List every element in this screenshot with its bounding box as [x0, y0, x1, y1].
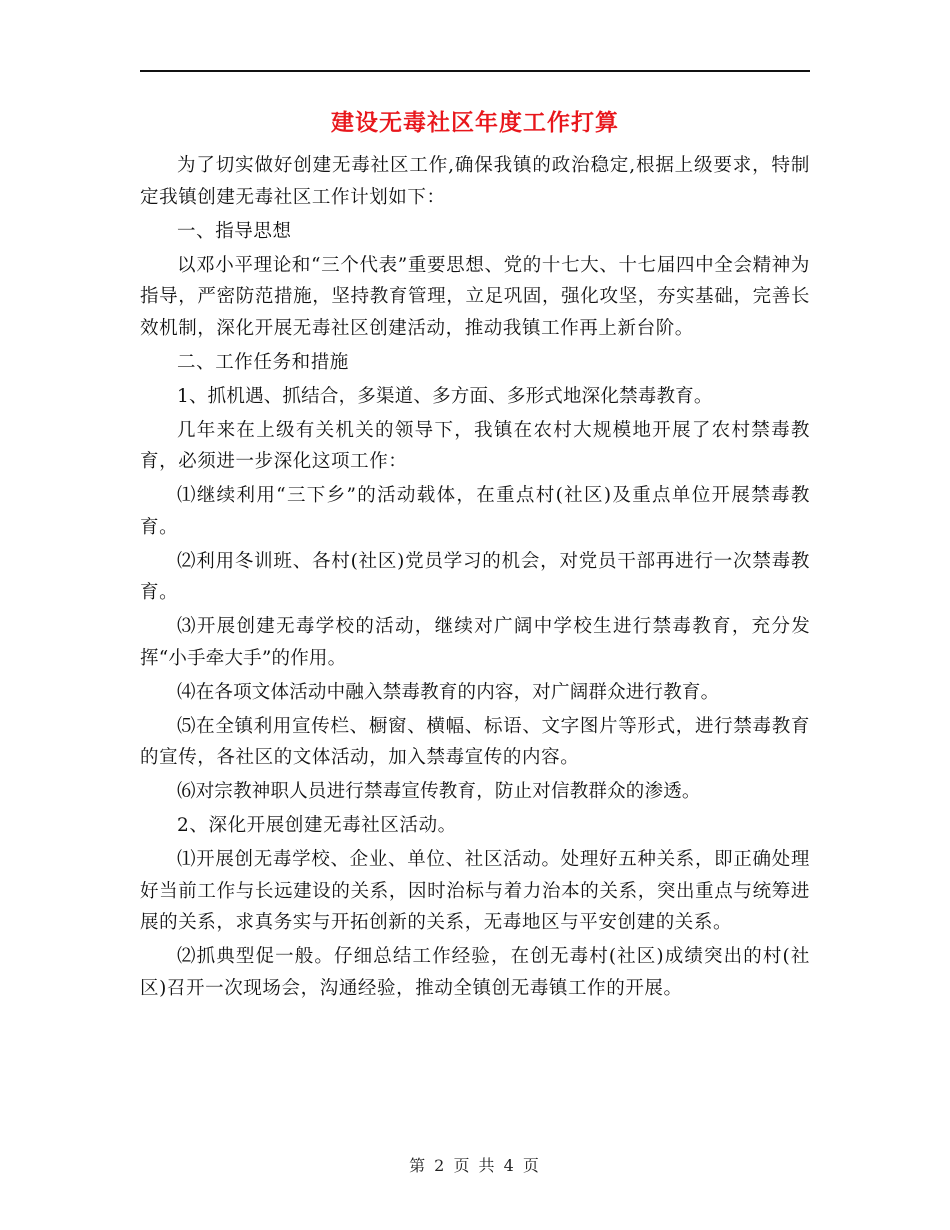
list-item-3: ⑶开展创建无毒学校的活动，继续对广阔中学校生进行禁毒教育，充分发挥“小手牵大手”的作用。	[140, 616, 810, 669]
list-item-community-2: ⑵抓典型促一般。仔细总结工作经验，在创无毒村(社区)成绩突出的村(社区)召开一次现场会，沟通经验，推动全镇创无毒镇工作的开展。	[140, 946, 810, 999]
list-item-5: ⑸在全镇利用宣传栏、橱窗、横幅、标语、文字图片等形式，进行禁毒教育的宣传，各社区的文体活动，加入禁毒宣传的内容。	[140, 715, 810, 768]
subheading-education: 1、抓机遇、抓结合，多渠道、多方面、多形式地深化禁毒教育。	[177, 385, 713, 407]
list-item-2: ⑵利用冬训班、各村(社区)党员学习的机会，对党员干部再进行一次禁毒教育。	[140, 550, 810, 603]
subheading-community: 2、深化开展创建无毒社区活动。	[177, 815, 457, 836]
section-heading-tasks: 二、工作任务和措施	[177, 351, 349, 373]
page-number: 第 2 页 共 4 页	[409, 1156, 541, 1175]
document-body	[140, 150, 810, 1004]
paragraph-education-intro: 几年来在上级有关机关的领导下，我镇在农村大规模地开展了农村禁毒教育，必须进一步深化这项工作：	[140, 419, 810, 472]
document-title: 建设无毒社区年度工作打算	[331, 109, 619, 136]
list-item-6: ⑹对宗教神职人员进行禁毒宣传教育，防止对信教群众的渗透。	[177, 781, 701, 802]
header-rule	[140, 70, 810, 72]
paragraph-guiding-thought: 以邓小平理论和“三个代表”重要思想、党的十七大、十七届四中全会精神为指导，严密防范措施，坚持教育管理，立足巩固，强化攻坚，夯实基础，完善长效机制，深化开展无毒社区创建活动，推动我镇工作再上新台阶。	[140, 254, 810, 339]
paragraph-intro: 为了切实做好创建无毒社区工作,确保我镇的政治稳定,根据上级要求，特制定我镇创建无毒社区工作计划如下：	[140, 155, 810, 208]
list-item-4: ⑷在各项文体活动中融入禁毒教育的内容，对广阔群众进行教育。	[177, 681, 720, 703]
list-item-1: ⑴继续利用“三下乡”的活动载体，在重点村(社区)及重点单位开展禁毒教育。	[140, 485, 810, 538]
list-item-community-1: ⑴开展创无毒学校、企业、单位、社区活动。处理好五种关系，即正确处理好当前工作与长远建设的关系，因时治标与着力治本的关系，突出重点与统筹进展的关系，求真务实与开拓创新的关系，无毒地区与平安创建的关系。	[140, 849, 810, 933]
section-heading-guiding-thought: 一、指导思想	[177, 220, 292, 242]
